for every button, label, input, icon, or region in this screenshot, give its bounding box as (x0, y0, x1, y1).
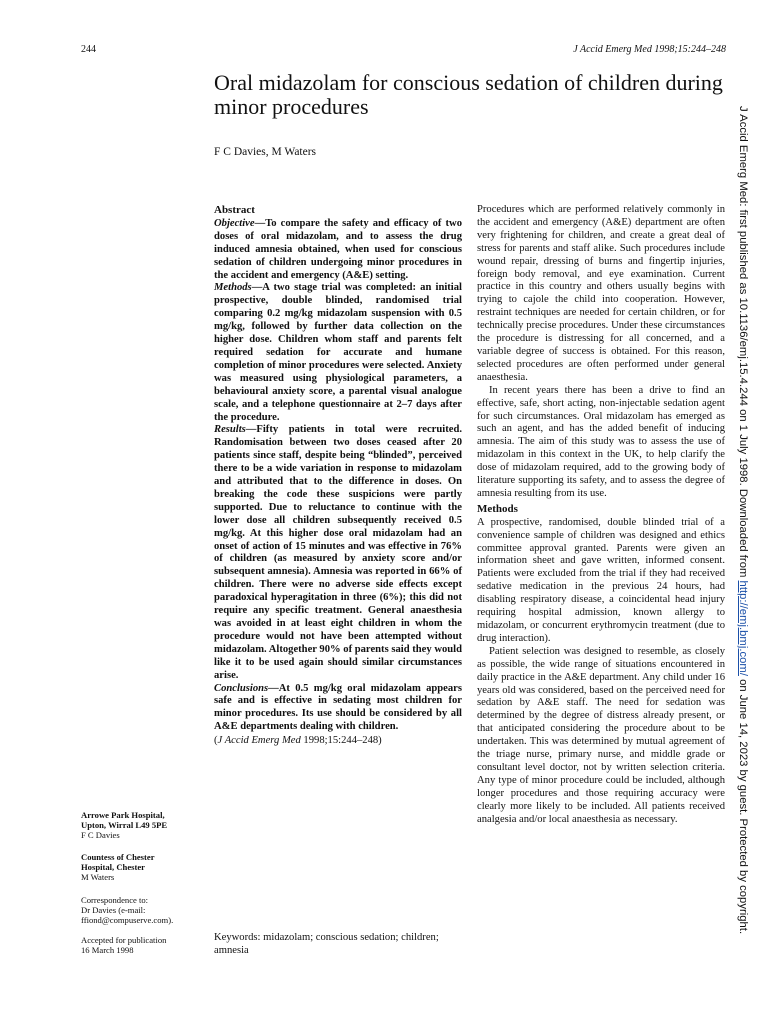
abstract-results (214, 424, 462, 682)
accepted-line-1: Accepted for publication (81, 935, 167, 945)
copyright-vertical-note (731, 106, 755, 935)
abstract-conclusions (214, 683, 462, 735)
affiliation-1 (81, 810, 209, 841)
journal-reference (573, 44, 726, 55)
citation-rest: 1998;15:244–248) (300, 735, 382, 747)
conclusions-label: Conclusions (214, 682, 269, 694)
objective-text: —To compare the safety and efficacy of two doses of oral midazolam, and to assess the drug induced amnesia obtained, when used for conscious sedation of children undergoing minor procedures in the accident and emergency (A&E) setting. (214, 217, 462, 281)
affiliation-1-author: F C Davies (81, 830, 120, 841)
abstract-heading: Abstract (214, 204, 255, 216)
body-column (477, 204, 725, 827)
objective-label: Objective (214, 217, 255, 229)
article-authors: F C Davies, M Waters (214, 146, 317, 158)
journal-reference-text: J Accid Emerg Med 1998;15:244–248 (573, 44, 726, 55)
methods-heading: Methods (477, 502, 518, 515)
results-label: Results (214, 424, 246, 436)
accepted-note (81, 935, 209, 955)
citation-open: ( (214, 735, 218, 747)
affiliation-2 (81, 852, 209, 883)
vertical-note-prefix: J Accid Emerg Med: first published as 10.1136/emj.15.4.244 on 1 July 1998. Downloaded from (737, 106, 749, 581)
correspondence-email: ffiond@compuserve.com). (81, 915, 174, 926)
correspondence-line-2: Dr Davies (e-mail: (81, 905, 146, 916)
abstract-methods (214, 282, 462, 424)
affiliation-2-line-2: Hospital, Chester (81, 862, 145, 873)
methods-text: —A two stage trial was completed: an initial prospective, double blinded, randomised trial comparing 0.2 mg/kg midazolam suspension with 0.5 mg/kg, followed by further data collection on the higher dose. Children whom staff and parents felt required sedation for accurate and humane completion of minor procedures were selected. Anxiety was measured using physiological parameters, a behavioural anxiety score, a parental visual analogue scale, and a telephone questionnaire at 2–7 days after the procedure. (214, 282, 462, 423)
accepted-date: 16 March 1998 (81, 945, 134, 956)
correspondence (81, 895, 209, 926)
page-number: 244 (81, 44, 96, 55)
vertical-note-suffix: on June 14, 2023 by guest. Protected by copyright. (737, 675, 749, 935)
affiliation-2-author: M Waters (81, 872, 115, 883)
methods-paragraph-1: A prospective, randomised, double blinded trial of a convenience sample of children was designed and ethics committee approval granted. Parents were given an information sheet and gave written, informed consent. Patients were excluded from the trial if they had received sedative medication in the previous 24 hours, had disabling respiratory disease, a coincidental head injury requiring hospital admission, known allergy to midazolam, or concurrent erythromycin treatment (due to drug interaction). (477, 516, 725, 644)
methods-paragraph-2: Patient selection was designed to resemble, as closely as possible, the wide range of situations encountered in daily practice in the A&E department. Any child under 16 years old was considered, based on the perceived need for sedation by A&E staff. The need for sedation was determined by the degree of distress already present, or that anticipated considering the procedure about to be undertaken. This was determined by mutual agreement of the triage nurse, primary nurse, and middle grade or consultant level doctor, not by written selection criteria. Any type of minor procedure could be included, although longer procedures and those requiring accuracy were clearly more likely to be included. All patients received analgesia and/or local anaesthesia as necessary. (477, 645, 725, 825)
intro-paragraph-2: In recent years there has been a drive to find an effective, safe, short acting, non-injectable sedation agent for such circumstances. Oral midazolam has emerged as such an agent, and has the added benefit of inducing amnesia. The aim of this study was to assess the use of midazolam in this context in the UK, to help clarify the dose of midazolam required, add to the growing body of literature supporting its safety, and to assess the degree of amnesia resulting from its use. (477, 384, 725, 499)
vertical-note-text (737, 106, 749, 935)
affiliation-2-line-1: Countess of Chester (81, 852, 155, 862)
correspondence-line-1: Correspondence to: (81, 895, 149, 905)
citation-journal: J Accid Emerg Med (217, 735, 301, 747)
keywords: Keywords: midazolam; conscious sedation; children; amnesia (214, 932, 439, 956)
affiliation-1-line-2: Upton, Wirral L49 5PE (81, 820, 168, 831)
abstract (214, 204, 462, 748)
results-text: —Fifty patients in total were recruited. Randomisation between two doses ceased after 20 patients since staff, despite being “blinded”, perceived there to be a wide variation in response to midazolam and attributed that to the difference in doses. On breaking the code these suspicions were partly supported. Due to reluctance to continue with the lower dose all children subsequently received 0.5 mg/kg. At this higher dose oral midazolam had an onset of action of 15 minutes and was effective in 76% of children (as measured by anxiety score and/or subsequent amnesia). Amnesia was reported in 66% of children. There were no adverse side effects except paradoxical hyperagitation in three (6%); this did not require any specific treatment. General anaesthesia was avoided in at least eight children in whom the procedure would not have been attempted without midazolam. Altogether 90% of parents said they would like it to be used again should similar circumstances arise. (214, 424, 462, 681)
intro-paragraph-1: Procedures which are performed relatively commonly in the accident and emergency (A&E) department are often very frightening for children, and create a great deal of stress for parents and staff alike. Such procedures include wound repair, dressing of burns and fingertip injuries, foreign body removal, and eye examination. Current practice in this country and others usually begins with trying to cajole the child into cooperation. However, restraint techniques are needed for certain children, or for technically precise procedures. Under these circumstances the procedure is distressing for all concerned, and a variable degree of success is obtained. For this reason, selected procedures are often performed under general anaesthesia. (477, 204, 725, 383)
affiliation-1-line-1: Arrowe Park Hospital, (81, 810, 165, 820)
conclusions-text: —At 0.5 mg/kg oral midazolam appears safe and is effective in sedating most children for minor procedures. Its use should be considered by all A&E departments dealing with children. (214, 682, 462, 733)
abstract-citation (214, 735, 462, 748)
abstract-objective (214, 218, 462, 283)
journal-url-link[interactable]: http://emj.bmj.com/ (737, 580, 749, 676)
article-title: Oral midazolam for conscious sedation of children during minor procedures (214, 70, 723, 119)
methods-label: Methods (214, 282, 252, 294)
